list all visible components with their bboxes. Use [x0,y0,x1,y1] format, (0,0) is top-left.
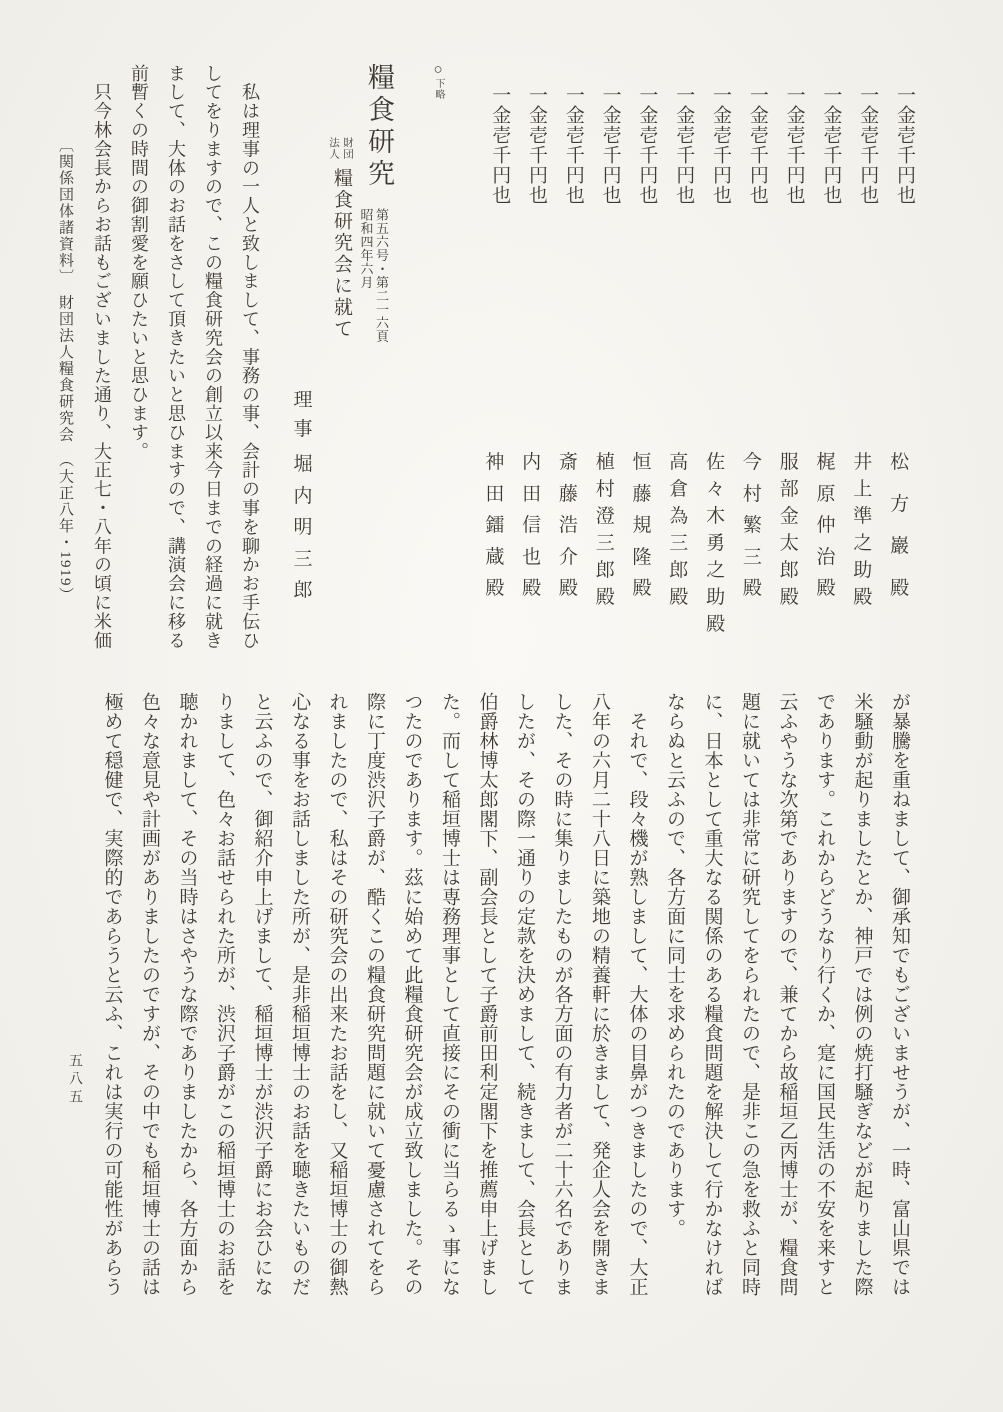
donor-name: 佐 々 木 勇 之 助 殿 [706,452,726,635]
body-column: 伯爵林博太郎閣下、副会長として子爵前田利定閣下を推薦申上げまし [476,692,498,1297]
body-column: ならぬと云ふので、各方面に同士を求められたのであります。 [664,692,685,1238]
body-column: 心なる事をお話しました所が、是非稲垣博士のお話を聴きたいものだ [289,692,310,1297]
omission-label: 下略 [433,78,444,100]
donation-entry [771,85,808,608]
body-column: 云ふやうな次第でありますので、兼てから故稲垣乙丙博士が、糧食問 [776,692,798,1297]
donation-entry [697,85,734,635]
journal-subtitle [358,208,389,343]
byline-name: 堀 内 明 三 郎 [293,454,313,601]
body-column: 只今林会長からお話もございました通り、大正七・八年の頃に米価 [92,64,112,650]
donation-amount: 一金壱千円也 [857,85,879,205]
donor-name: 内 田 信 也 殿 [522,452,542,599]
body-column: つたのであります。茲に始めて此糧食研究会が成立致しました。その [401,692,423,1297]
donation-entry [808,85,845,605]
body-column: が暴騰を重ねまして、御承知でもございませうが、一時、富山県では [889,692,910,1297]
body-column: 前暫くの時間の御割愛を願ひたいと思ひます。 [129,64,149,461]
donation-entry [844,85,881,608]
donation-amount: 一金壱千円也 [710,85,732,205]
omission-circle: ○ [430,62,446,78]
donor-name: 梶 原 仲 治 殿 [816,452,836,599]
donation-entry [476,85,513,605]
omission-mark [429,62,447,100]
body-column: 際に丁度渋沢子爵が、酷くこの糧食研究問題に就いて憂慮されてをら [364,692,385,1297]
donation-entry [513,85,550,605]
donation-amount: 一金壱千円也 [526,85,548,205]
donor-name: 植 村 澄 三 郎 殿 [595,452,615,608]
body-column: 米騒動が起りましたとか、神戸では例の焼打騒ぎなどが起りました際 [851,692,873,1297]
body-column: 色々な意見や計画がありましたのですが、その中でも稲垣博士の話は [139,692,160,1297]
donor-name: 高 倉 為 三 郎 殿 [669,452,689,608]
body-column: 極めて穏健で、実際的であらうと云ふ、これは実行の可能性があらう [101,692,123,1297]
donation-amount: 一金壱千円也 [894,85,915,205]
body-column: まして、大体のお話をさして頂きたいと思ひますので、講演会に移る [166,64,186,650]
body-column: 八年の六月二十八日に築地の精養軒に於きまして、発企人会を開きま [589,692,610,1297]
donation-amount: 一金壱千円也 [783,85,805,205]
donation-amount: 一金壱千円也 [746,85,768,205]
donor-name: 斎 藤 浩 介 殿 [558,452,578,599]
top-body-text [82,64,268,656]
donor-name: 神 田 鐳 蔵 殿 [485,452,505,599]
body-column: た。而して稲垣博士は専務理事として直接にその衝に当らるゝ事にな [439,692,460,1297]
journal-title: 糧食研究 [364,63,394,191]
body-column: れましたので、私はその研究会の出来たお話をし、又稲垣博士の御熱 [326,692,348,1297]
body-column: に、日本として重大なる関係のある糧食問題を解決して行かなければ [701,692,723,1297]
donation-entry [550,85,587,605]
org-annotation [327,137,353,160]
donor-name: 松 方 巖 殿 [890,452,910,599]
donation-entry [660,85,697,608]
bottom-body-text [92,692,918,1312]
body-column: 題に就いては非常に研究してをられたので、是非この急を救ふと同時 [739,692,760,1297]
body-column: であります。これからどうなり行くか、寔に国民生活の不安を来すと [814,692,835,1297]
org-annotation-line1: 財団 [342,137,353,160]
donor-name: 恒 藤 規 隆 殿 [632,452,652,599]
journal-issue: 第五六号・第二一六頁 [374,208,389,343]
byline-role: 理 事 [293,390,313,440]
donation-entry [734,85,771,605]
body-column: 私は理事の一人と致しまして、事務の事、会計の事を聊かお手伝ひ [240,64,260,650]
org-annotation-line2: 法人 [328,137,339,160]
donation-amount: 一金壱千円也 [599,85,621,205]
donation-amount: 一金壱千円也 [489,85,511,205]
body-column: 聴かれまして、その当時はさやうな際でありましたから、各方面から [176,692,198,1297]
body-column: と云ふので、御紹介申上げまして、稲垣博士が渋沢子爵にお会ひにな [251,692,273,1297]
donation-amount: 一金壱千円也 [820,85,842,205]
donation-amount: 一金壱千円也 [562,85,584,205]
margin-note: 〔関係団体諸資料〕 財団法人糧食研究会 （大正八年・1919） [57,137,73,604]
body-column: それで、段々機が熟しまして、大体の目鼻がつきましたので、大正 [626,692,648,1297]
body-column: した、その時に集りましたものが各方面の有力者が二十六名でありま [551,692,573,1297]
body-column: してをりますので、この糧食研究会の創立以来今日までの経過に就き [203,64,223,650]
article-heading: 糧食研究会に就て [331,168,352,340]
donation-amount: 一金壱千円也 [673,85,695,205]
journal-date: 昭和四年六月 [358,208,374,289]
body-column: したが、その際一通りの定款を決めまして、続きまして、会長として [514,692,535,1297]
donor-name: 服 部 金 太 郎 殿 [779,452,799,608]
donor-name: 井 上 準 之 助 殿 [853,452,873,608]
donation-entry [881,85,918,605]
page-number: 五八五 [67,1053,82,1107]
donation-entry [587,85,624,608]
body-column: りまして、色々お話せられた所が、渋沢子爵がこの稲垣博士のお話を [214,692,235,1297]
donation-list [476,85,918,635]
donation-entry [624,85,661,605]
donation-amount: 一金壱千円也 [636,85,658,205]
donor-name: 今 村 繁 三 殿 [742,452,762,599]
